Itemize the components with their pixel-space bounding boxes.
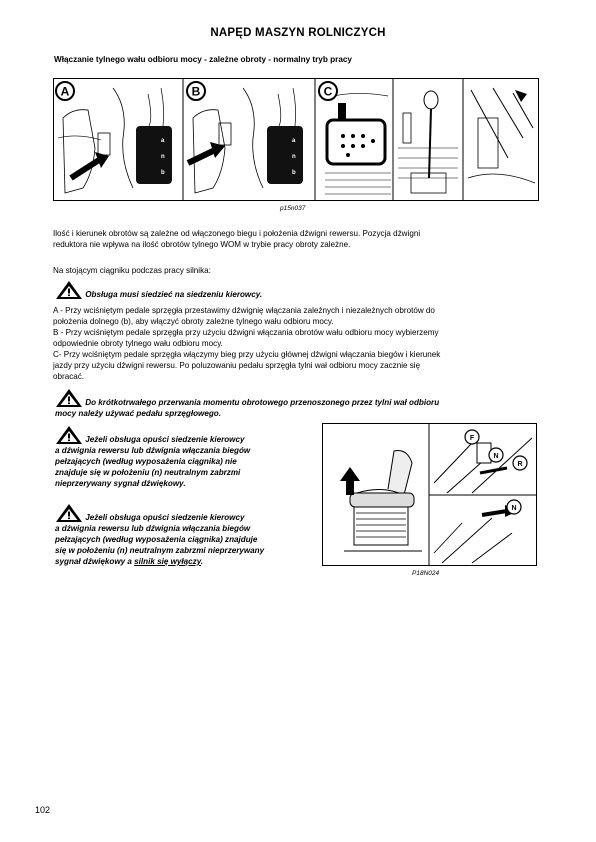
panel-letter: B [191,84,201,99]
lever-pos-b: b [161,170,165,176]
warning-text: nieprzerywany sygnał dźwiękowy. [55,479,186,488]
step-a-line: A - Przy wciśniętym pedale sprzęgła przestawimy dźwignię włączania zależnych i niezależnych obrotów do [53,306,435,315]
figure-pto-engagement [53,78,539,201]
page-number: 102 [35,805,51,815]
text-line: reduktora nie wpływa na ilość obrotów tylnego WOM w trybie pracy obroty zależne. [53,240,351,249]
text-line: Ilość i kierunek obrotów są zależne od włączonego biegu i położenia dźwigni rewersu. Pozycja dźwigni [53,229,421,238]
panel-letter: A [60,84,70,99]
panel-label-b [187,82,205,100]
panel-label-a [56,82,74,100]
lever-pos-n: n [161,154,165,160]
warning-text: Do krótkotrwałego przerwania momentu obrotowego przenoszonego przez tylni wał odbioru [85,398,440,407]
warning-text: mocy należy używać pedału sprzęgłowego. [55,409,221,418]
warning-triangle-icon [55,425,83,445]
lever-label-n: N [493,453,499,460]
warning-text: Obsługa musi siedzieć na siedzeniu kierowcy. [85,290,263,299]
warning-text: Jeżeli obsługa opuści siedzenie kierowcy [85,435,245,444]
panel-letter: C [323,84,333,99]
warning-triangle-icon [55,503,83,523]
warning-text: a dźwignia rewersu lub dźwignia włączania biegów [55,446,251,455]
warning-text: a dźwignia rewersu lub dźwignia włączania biegów [55,524,251,533]
intro-paragraph [53,228,553,250]
warning-text: pełzających (według wyposażenia ciągnika) nie [55,457,237,466]
steps-list [53,305,553,382]
lever-pos-a: a [292,138,296,144]
lever-label-r: R [517,461,523,468]
warning-seated [55,280,262,300]
lever-pos-a: a [161,138,165,144]
section-subtitle: Włączanie tylnego wału odbioru mocy - zależne obroty - normalny tryb pracy [54,55,352,64]
warning-signal [55,425,320,489]
step-b-line: odpowiednie obroty tylnego wału odbioru mocy. [53,339,223,348]
intro-paragraph-2: Na stojącym ciągniku podczas pracy silnika: [53,266,211,275]
warning-triangle-icon [55,280,83,300]
warning-engine-off [55,503,325,567]
warning-triangle-icon [55,388,83,408]
figure2-caption: P18N024 [412,570,440,577]
figure1-caption: p15n037 [280,205,306,212]
lever-label-n: N [511,505,517,512]
step-c-line: C- Przy wciśniętym pedale sprzęgła włączymy bieg przy użyciu głównej dźwigni włączania biegów i kierunek [53,350,441,359]
warning-clutch [55,388,555,419]
panel-label-c [319,82,337,100]
step-a-line: położenia dolnego (b), aby włączyć obroty zależne tylnego wału odbioru mocy. [53,317,334,326]
page-title: NAPĘD MASZYN ROLNICZYCH [210,27,386,39]
lever-label-f: F [469,435,475,442]
warning-text: pełzających (według wyposażenia ciągnika) znajduje [55,535,258,544]
figure-seat-reverse-lever [322,423,537,566]
step-c-line: obracać. [53,372,85,381]
step-c-line: jazdy przy użyciu dźwigni rewersu. Po poluzowaniu pedału sprzęgła tylni wał odbioru mocy zacznie się [53,361,421,370]
warning-text: się w położeniu (n) neutralnym zabrzmi nieprzerywany [55,546,265,555]
warning-text: sygnał dźwiękowy a silnik się wyłączy. [55,557,204,566]
lever-pos-n: n [292,154,296,160]
warning-text: Jeżeli obsługa opuści siedzenie kierowcy [85,513,245,522]
warning-text: znajduje się w położeniu (n) neutralnym zabrzmi [55,468,241,477]
step-b-line: B - Przy wciśniętym pedale sprzęgła przy użyciu dźwigni włączania obrotów wału odbioru mocy wybierzemy [53,328,439,337]
lever-pos-b: b [292,170,296,176]
